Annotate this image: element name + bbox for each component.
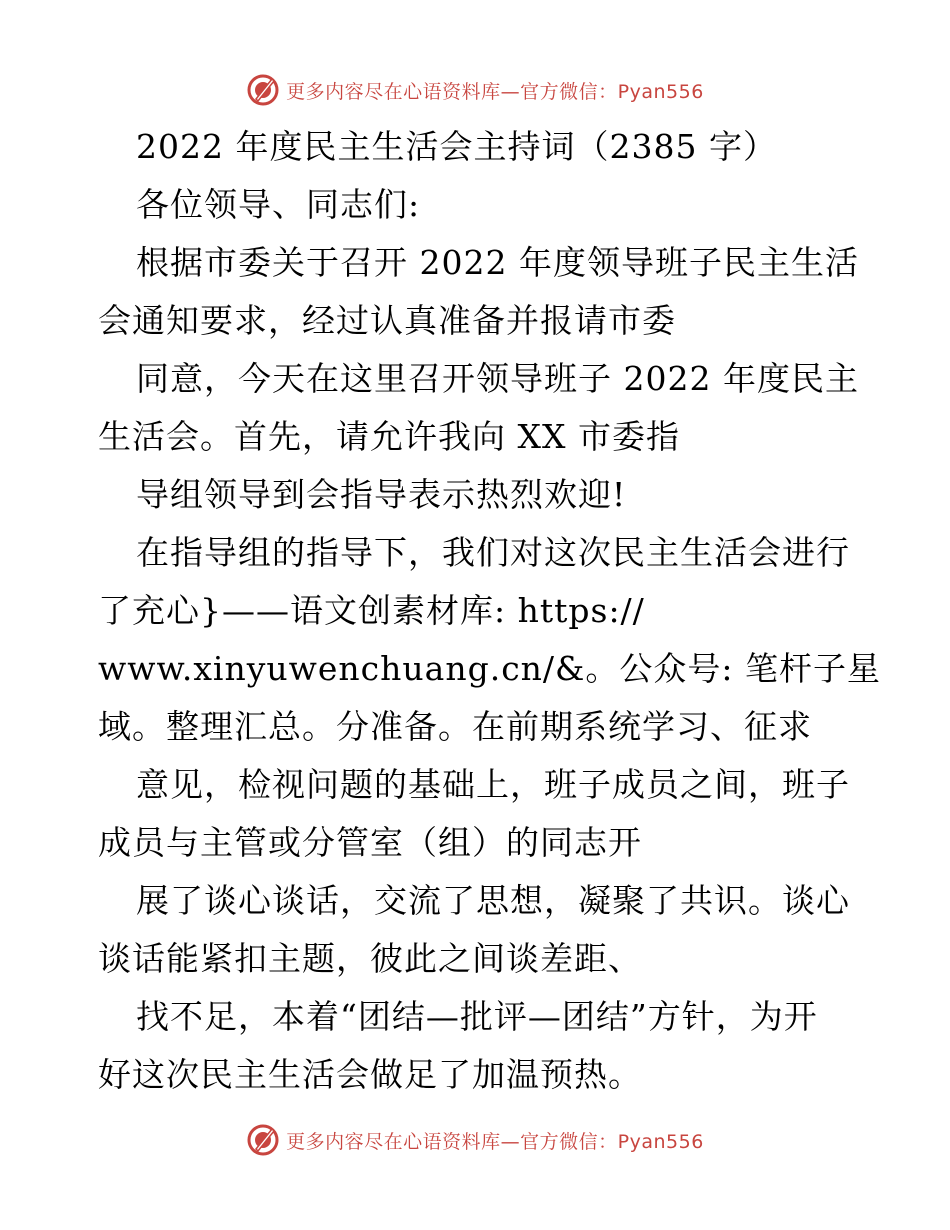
text-line: 在指导组的指导下，我们对这次民主生活会进行 — [136, 533, 850, 572]
text-line: 2022 年度民主生活会主持词（2385 字） — [136, 127, 777, 166]
text-line: 导组领导到会指导表示热烈欢迎! — [136, 475, 627, 514]
document-body — [98, 118, 882, 1104]
quill-seal-icon — [246, 73, 280, 107]
quill-seal-icon — [246, 1123, 280, 1157]
header-banner[interactable] — [0, 70, 950, 110]
text-line: 找不足，本着“团结—批评—团结”方针，为开 — [136, 997, 818, 1036]
text-line: 生活会。首先，请允许我向 XX 市委指 — [98, 417, 680, 456]
banner-text: 更多内容尽在心语资料库—官方微信：Pyan556 — [286, 80, 704, 103]
text-line: 意见，检视问题的基础上，班子成员之间，班子 — [136, 765, 850, 804]
banner-text: 更多内容尽在心语资料库—官方微信：Pyan556 — [286, 1130, 704, 1153]
footer-banner[interactable] — [0, 1120, 950, 1160]
text-line: 谈话能紧扣主题，彼此之间谈差距、 — [98, 939, 642, 978]
text-line: 成员与主管或分管室（组）的同志开 — [98, 823, 642, 862]
text-line: 会通知要求，经过认真准备并报请市委 — [98, 301, 676, 340]
text-line: 同意，今天在这里召开领导班子 2022 年度民主 — [136, 359, 859, 398]
text-line: 各位领导、同志们: — [136, 185, 421, 224]
text-line: 根据市委关于召开 2022 年度领导班子民主生活 — [136, 243, 859, 282]
text-line: 展了谈心谈话，交流了思想，凝聚了共识。谈心 — [136, 881, 850, 920]
text-line: www.xinyuwenchuang.cn/&。公众号: 笔杆子星 — [98, 649, 882, 688]
text-line: 域。整理汇总。分准备。在前期系统学习、征求 — [98, 707, 812, 746]
text-line: 了充心}——语文创素材库: https:// — [98, 591, 645, 630]
text-line: 好这次民主生活会做足了加温预热。 — [98, 1055, 642, 1094]
